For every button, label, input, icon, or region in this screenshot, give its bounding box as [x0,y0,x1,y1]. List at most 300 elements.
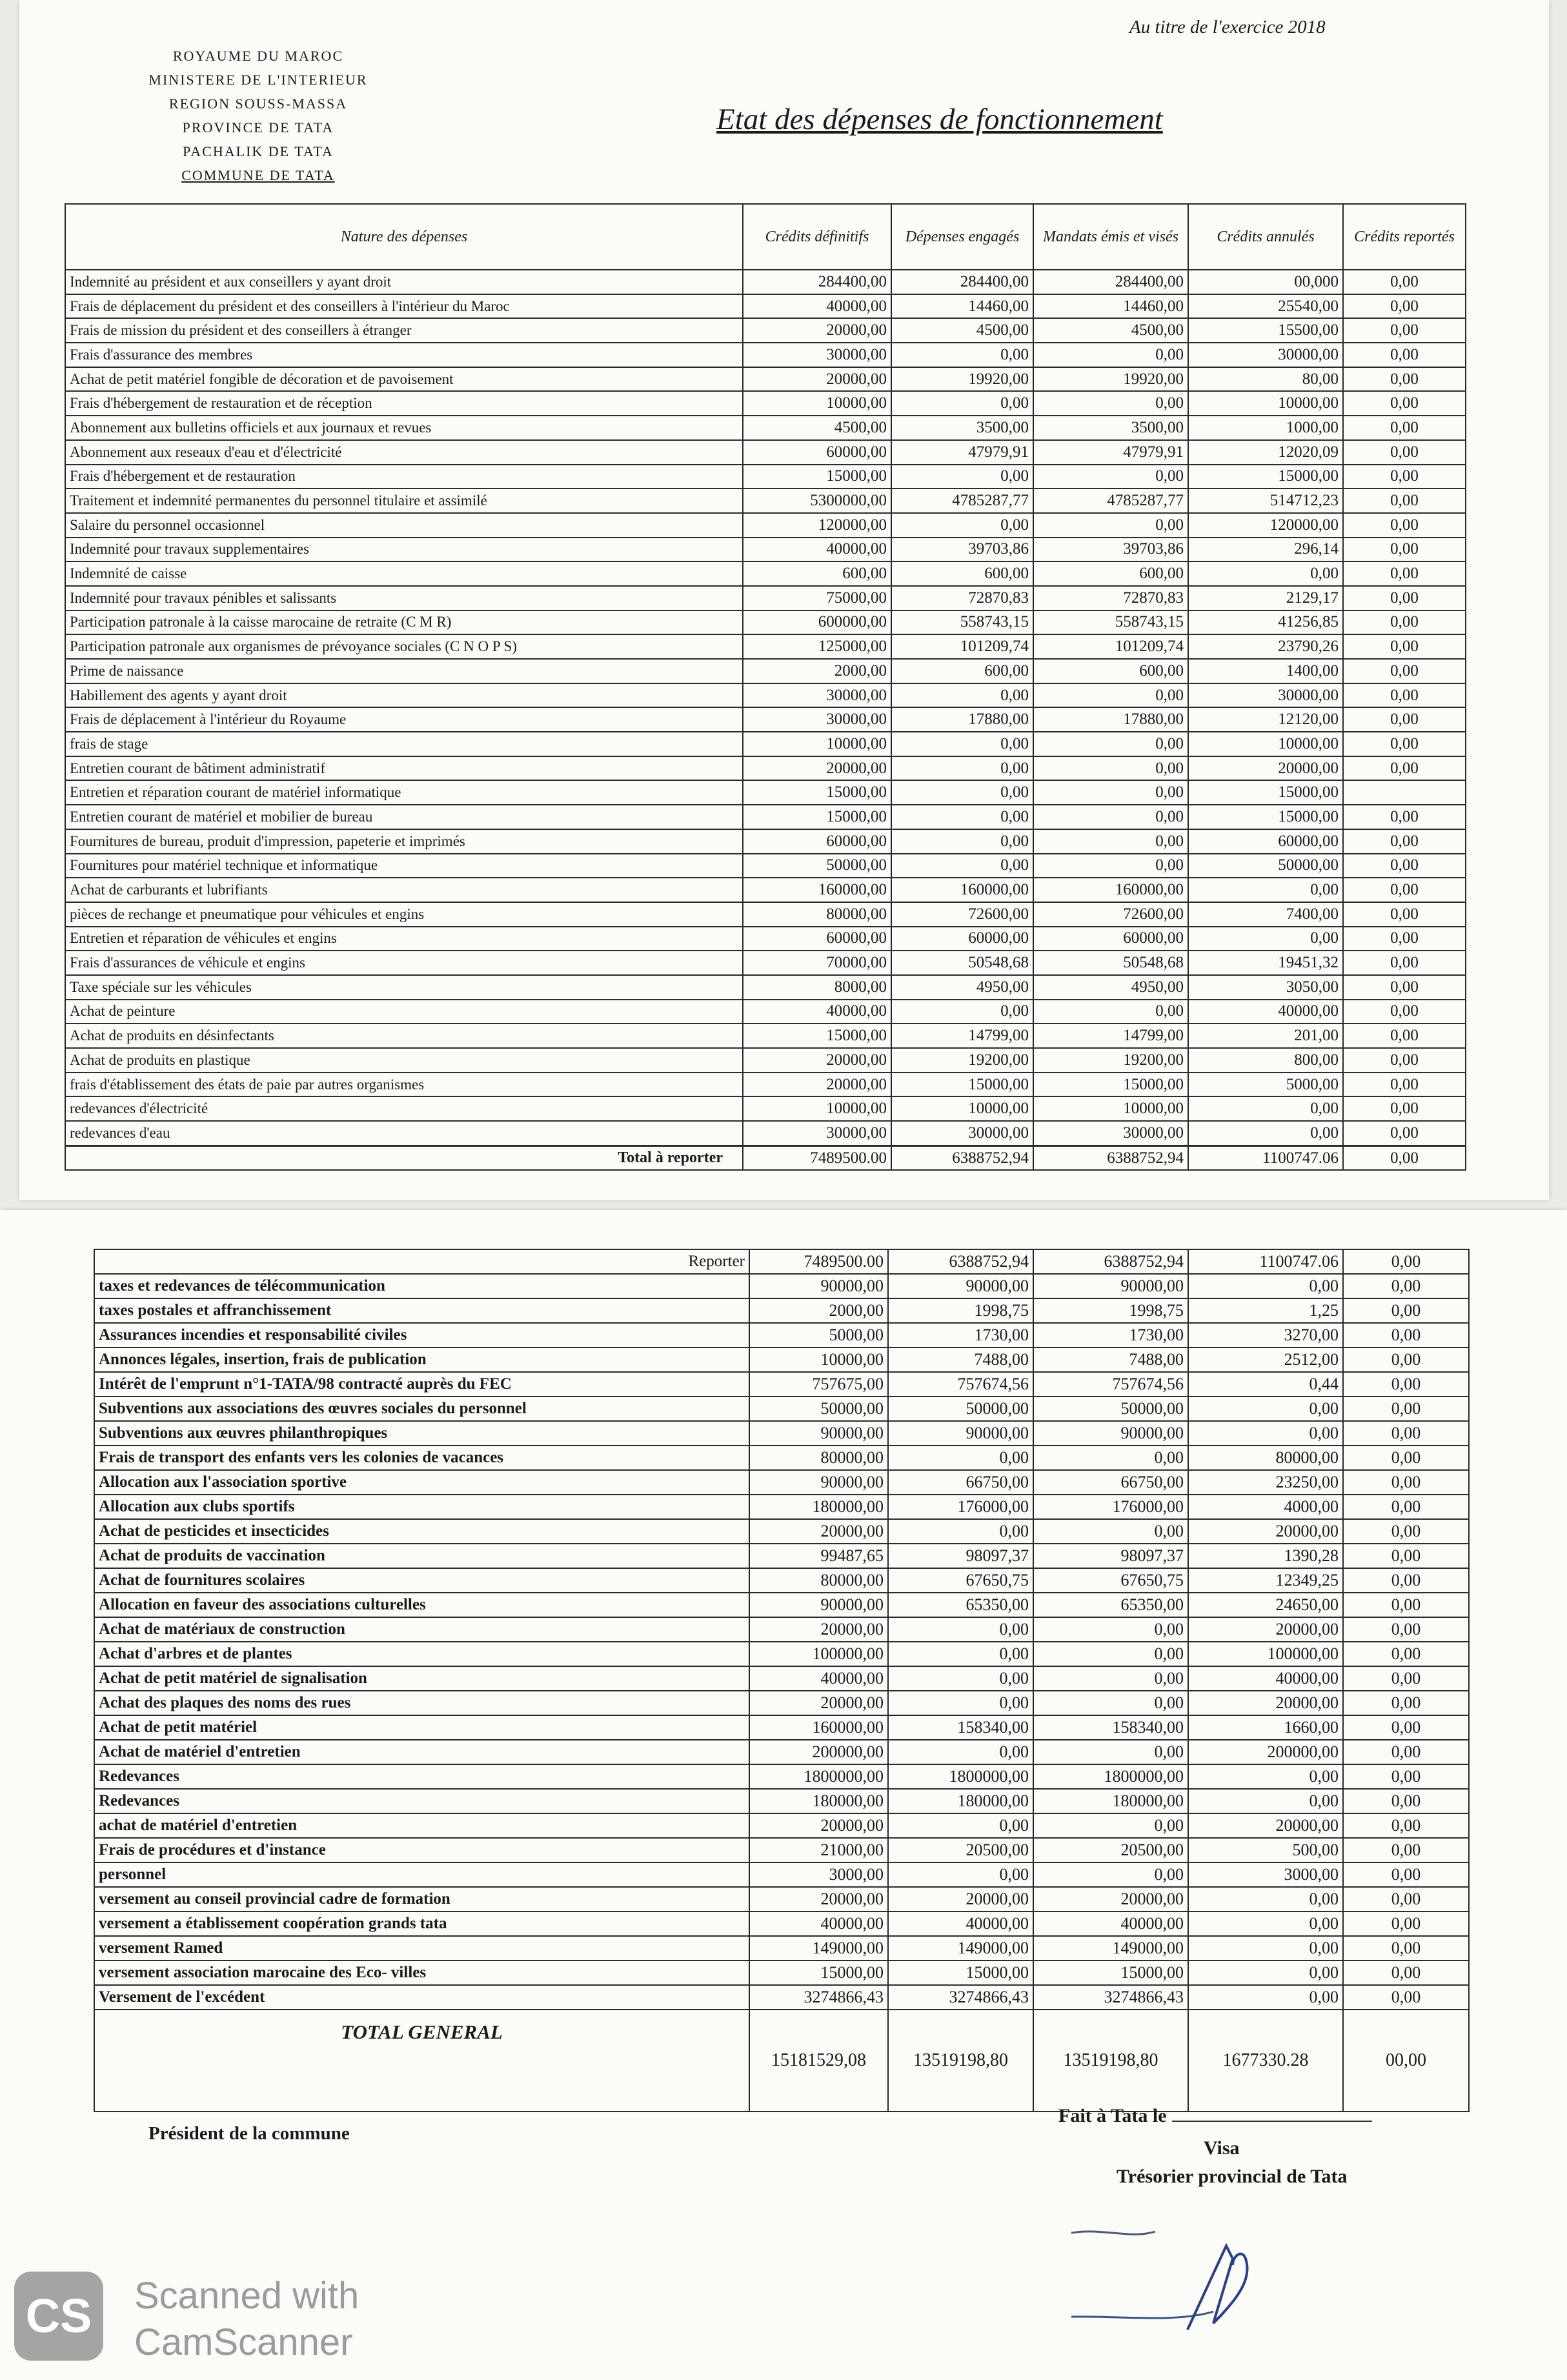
amount-cell: 2129,17 [1188,586,1343,610]
amount-cell: 50548,68 [1033,951,1188,975]
amount-cell: 72600,00 [891,902,1033,927]
amount-cell: 0,00 [1343,610,1466,635]
amount-cell: 20000,00 [743,1048,891,1073]
amount-cell: 30000,00 [1188,343,1343,367]
amount-cell: 0,00 [1343,707,1466,732]
amount-cell: 0,00 [891,513,1033,538]
table-row [65,878,1466,902]
amount-cell: 0,00 [1343,1298,1469,1323]
amount-cell: 4785287,77 [891,489,1033,513]
expense-nature-cell: redevances d'électricité [65,1096,743,1121]
amount-cell: 500,00 [1188,1838,1343,1862]
amount-cell: 0,00 [1033,1666,1188,1691]
amount-cell: 0,00 [1343,1936,1469,1961]
amount-cell: 15000,00 [743,465,891,489]
amount-cell: 0,00 [1188,1887,1343,1911]
expense-nature-cell: Entretien et réparation de véhicules et engins [65,927,743,951]
amount-cell: 14460,00 [1033,294,1188,319]
administration-line: PROVINCE DE TATA [182,119,334,136]
amount-cell: 0,00 [1033,1617,1188,1642]
administration-line: PACHALIK DE TATA [183,143,334,159]
amount-cell: 20500,00 [888,1838,1033,1862]
table-row [94,1495,1469,1519]
amount-cell: 15000,00 [743,780,891,805]
amount-cell: 800,00 [1188,1048,1343,1073]
amount-cell: 20000,00 [888,1887,1033,1911]
amount-cell: 60000,00 [743,440,891,465]
amount-cell: 72870,83 [891,586,1033,610]
amount-cell: 0,00 [1343,538,1466,562]
table-row [65,561,1466,586]
amount-cell: 1800000,00 [1033,1764,1188,1789]
amount-cell: 67650,75 [1033,1568,1188,1593]
expense-nature-cell: Indemnité de caisse [65,561,743,586]
amount-cell: 0,00 [1343,634,1466,659]
expense-nature-cell: personnel [94,1862,749,1887]
amount-cell: 180000,00 [888,1789,1033,1813]
expense-nature-cell: Fournitures de bureau, produit d'impression, papeterie et imprimés [65,829,743,854]
amount-cell: 0,00 [1033,756,1188,781]
amount-cell: 0,00 [1033,391,1188,416]
amount-cell: 17880,00 [1033,707,1188,732]
amount-cell: 7400,00 [1188,902,1343,927]
amount-cell: 158340,00 [888,1715,1033,1740]
amount-cell: 0,00 [891,465,1033,489]
amount-cell: 80000,00 [743,902,891,927]
amount-cell: 0,00 [1343,561,1466,586]
expense-nature-cell: versement Ramed [94,1936,749,1961]
amount-cell: 0,00 [891,780,1033,805]
amount-cell: 4000,00 [1188,1495,1343,1519]
amount-cell: 0,00 [1343,1372,1469,1397]
amount-cell: 8000,00 [743,975,891,1000]
amount-cell: 3050,00 [1188,975,1343,1000]
amount-cell: 90000,00 [749,1421,888,1446]
amount-cell: 20000,00 [1188,1617,1343,1642]
amount-cell: 0,00 [1343,683,1466,708]
total-a-reporter-row-amount: 6388752,94 [1033,1145,1188,1170]
amount-cell: 15000,00 [1188,780,1343,805]
expense-nature-cell: Achat de carburants et lubrifiants [65,878,743,902]
amount-cell: 19200,00 [1033,1048,1188,1073]
table-row [65,975,1466,1000]
expense-nature-cell: Redevances [94,1789,749,1813]
amount-cell: 101209,74 [1033,634,1188,659]
amount-cell: 0,00 [1188,1936,1343,1961]
table-row [94,1936,1469,1961]
amount-cell: 0,00 [1343,659,1466,683]
amount-cell: 90000,00 [888,1421,1033,1446]
amount-cell: 65350,00 [1033,1593,1188,1617]
amount-cell: 149000,00 [1033,1936,1188,1961]
expense-nature-cell: Subventions aux œuvres philanthropiques [94,1421,749,1446]
amount-cell: 600,00 [1033,561,1188,586]
table-row [65,829,1466,854]
total-general-row-amount: 00,00 [1343,2010,1469,2112]
amount-cell: 19451,32 [1188,951,1343,975]
table-row [94,1397,1469,1421]
amount-cell: 20000,00 [743,318,891,343]
amount-cell: 0,00 [1188,1911,1343,1936]
reporter-row-label: Reporter [94,1249,749,1274]
amount-cell: 10000,00 [749,1347,888,1372]
expense-nature-cell: Achat de matériel d'entretien [94,1740,749,1764]
amount-cell: 40000,00 [1188,1000,1343,1024]
amount-cell: 1390,28 [1188,1544,1343,1568]
amount-cell: 0,00 [888,1642,1033,1666]
expense-nature-cell: Intérêt de l'emprunt n°1-TATA/98 contracté auprès du FEC [94,1372,749,1397]
amount-cell: 50000,00 [743,854,891,878]
amount-cell: 158340,00 [1033,1715,1188,1740]
amount-cell: 0,00 [891,732,1033,756]
amount-cell: 12020,09 [1188,440,1343,465]
tresorier-label: Trésorier provincial de Tata [1117,2166,1348,2187]
amount-cell: 0,00 [888,1617,1033,1642]
amount-cell: 23250,00 [1188,1470,1343,1495]
reporter-row-amount: 0,00 [1343,1249,1469,1274]
expense-nature-cell: Taxe spéciale sur les véhicules [65,975,743,1000]
amount-cell: 3000,00 [1188,1862,1343,1887]
amount-cell: 3274866,43 [888,1985,1033,2010]
amount-cell: 0,00 [1343,1347,1469,1372]
table-row [65,1000,1466,1024]
expense-nature-cell: Fournitures pour matériel technique et informatique [65,854,743,878]
amount-cell: 160000,00 [1033,878,1188,902]
amount-cell: 17880,00 [891,707,1033,732]
amount-cell: 60000,00 [1188,829,1343,854]
camscanner-watermark [134,2273,359,2366]
amount-cell: 30000,00 [743,707,891,732]
amount-cell: 20000,00 [749,1519,888,1544]
total-general-row-amount: 15181529,08 [749,2010,888,2112]
amount-cell: 0,00 [1343,1397,1469,1421]
amount-cell: 0,00 [1188,927,1343,951]
expense-nature-cell: taxes postales et affranchissement [94,1298,749,1323]
amount-cell: 0,00 [1343,465,1466,489]
amount-cell: 160000,00 [891,878,1033,902]
amount-cell: 0,00 [1343,294,1466,319]
amount-cell: 2000,00 [749,1298,888,1323]
amount-cell: 10000,00 [1188,732,1343,756]
expense-nature-cell: Achat de petit matériel fongible de décoration et de pavoisement [65,367,743,392]
expense-nature-cell: Achat de petit matériel de signalisation [94,1666,749,1691]
table-row [94,1642,1469,1666]
amount-cell: 0,00 [1343,1519,1469,1544]
amount-cell: 0,00 [1033,1519,1188,1544]
amount-cell: 40000,00 [1033,1911,1188,1936]
amount-cell: 284400,00 [743,270,891,294]
amount-cell: 0,00 [1343,1642,1469,1666]
amount-cell: 0,00 [1033,683,1188,708]
table-row [94,1666,1469,1691]
exercice-label: Au titre de l'exercice 2018 [1129,17,1326,37]
amount-cell: 50000,00 [749,1397,888,1421]
amount-cell: 0,00 [1343,1764,1469,1789]
administration-line: ROYAUME DU MAROC [172,48,344,64]
amount-cell: 1800000,00 [749,1764,888,1789]
table-row [65,586,1466,610]
amount-cell: 600,00 [743,561,891,586]
amount-cell: 0,00 [1343,1495,1469,1519]
amount-cell [1343,780,1466,805]
table-row [65,707,1466,732]
amount-cell: 20000,00 [743,1073,891,1097]
amount-cell: 0,00 [1033,780,1188,805]
amount-cell: 90000,00 [749,1470,888,1495]
expense-nature-cell: Allocation aux clubs sportifs [94,1495,749,1519]
table-row [94,1421,1469,1446]
amount-cell: 120000,00 [1188,513,1343,538]
table-row [65,854,1466,878]
amount-cell: 00,000 [1188,270,1343,294]
amount-cell: 15000,00 [743,805,891,829]
amount-cell: 1400,00 [1188,659,1343,683]
amount-cell: 90000,00 [749,1274,888,1298]
table-row [65,756,1466,781]
amount-cell: 0,00 [1343,1813,1469,1838]
amount-cell: 19920,00 [891,367,1033,392]
amount-cell: 67650,75 [888,1568,1033,1593]
expense-nature-cell: Achat de fournitures scolaires [94,1568,749,1593]
amount-cell: 0,00 [1188,561,1343,586]
expense-nature-cell: Achat de produits en désinfectants [65,1024,743,1048]
amount-cell: 100000,00 [1188,1642,1343,1666]
expense-nature-cell: Allocation aux l'association sportive [94,1470,749,1495]
table-row [65,465,1466,489]
table-row [65,270,1466,294]
amount-cell: 0,00 [1343,391,1466,416]
amount-cell: 15000,00 [888,1961,1033,1985]
amount-cell: 0,00 [1343,1544,1469,1568]
amount-cell: 0,00 [1343,1617,1469,1642]
total-general-row-amount: 13519198,80 [1033,2010,1188,2112]
amount-cell: 20000,00 [743,367,891,392]
total-general-row [94,2010,1469,2112]
table-row [65,343,1466,367]
amount-cell: 24650,00 [1188,1593,1343,1617]
expense-nature-cell: achat de matériel d'entretien [94,1813,749,1838]
amount-cell: 0,00 [888,1691,1033,1715]
amount-cell: 120000,00 [743,513,891,538]
expense-nature-cell: versement association marocaine des Eco- villes [94,1961,749,1985]
expense-nature-cell: Versement de l'excédent [94,1985,749,2010]
amount-cell: 1730,00 [888,1323,1033,1347]
expense-nature-cell: Frais d'assurances de véhicule et engins [65,951,743,975]
amount-cell: 0,00 [1033,1642,1188,1666]
amount-cell: 0,00 [1343,1887,1469,1911]
amount-cell: 296,14 [1188,538,1343,562]
amount-cell: 39703,86 [1033,538,1188,562]
expenses-table-page-1 [65,203,1466,1171]
amount-cell: 0,00 [1343,1000,1466,1024]
amount-cell: 0,00 [1343,270,1466,294]
amount-cell: 757674,56 [888,1372,1033,1397]
amount-cell: 15000,00 [891,1073,1033,1097]
amount-cell: 0,00 [1343,902,1466,927]
amount-cell: 284400,00 [891,270,1033,294]
amount-cell: 1998,75 [888,1298,1033,1323]
amount-cell: 4950,00 [891,975,1033,1000]
total-a-reporter-row-amount: 0,00 [1343,1145,1466,1170]
amount-cell: 0,00 [1343,440,1466,465]
table-row [65,1096,1466,1121]
amount-cell: 12349,25 [1188,1568,1343,1593]
table-row [65,294,1466,319]
expense-nature-cell: Frais d'hébergement et de restauration [65,465,743,489]
amount-cell: 0,00 [1033,805,1188,829]
col-credits-definitifs: Crédits définitifs [743,204,891,270]
expense-nature-cell: Frais de déplacement à l'intérieur du Royaume [65,707,743,732]
expense-nature-cell: Redevances [94,1764,749,1789]
amount-cell: 0,00 [891,854,1033,878]
amount-cell: 0,00 [1343,1911,1469,1936]
amount-cell: 40000,00 [743,538,891,562]
table-row [94,1544,1469,1568]
amount-cell: 15000,00 [1033,1073,1188,1097]
amount-cell: 0,00 [1343,1838,1469,1862]
amount-cell: 20000,00 [1188,1691,1343,1715]
expense-nature-cell: Achat de pesticides et insecticides [94,1519,749,1544]
amount-cell: 2512,00 [1188,1347,1343,1372]
amount-cell: 0,00 [1343,1470,1469,1495]
amount-cell: 80000,00 [1188,1446,1343,1470]
amount-cell: 20000,00 [749,1813,888,1838]
amount-cell: 66750,00 [888,1470,1033,1495]
amount-cell: 176000,00 [1033,1495,1188,1519]
amount-cell: 0,00 [1343,1121,1466,1145]
amount-cell: 47979,91 [1033,440,1188,465]
amount-cell: 3274866,43 [1033,1985,1188,2010]
administration-header [116,44,400,187]
table-row [65,951,1466,975]
table-row [94,1446,1469,1470]
expense-nature-cell: Achat de produits de vaccination [94,1544,749,1568]
amount-cell: 72870,83 [1033,586,1188,610]
amount-cell: 0,00 [1343,927,1466,951]
amount-cell: 0,00 [1033,854,1188,878]
amount-cell: 0,00 [1033,1446,1188,1470]
date-blank-line [1172,2105,1372,2122]
amount-cell: 0,00 [1343,1421,1469,1446]
amount-cell: 0,00 [888,1813,1033,1838]
amount-cell: 30000,00 [891,1121,1033,1145]
total-a-reporter-row-amount: 7489500.00 [743,1145,891,1170]
col-credits-annules: Crédits annulés [1188,204,1343,270]
table-row [94,1715,1469,1740]
amount-cell: 0,00 [1343,1691,1469,1715]
col-credits-reportes: Crédits reportés [1343,204,1466,270]
total-a-reporter-row-amount: 6388752,94 [891,1145,1033,1170]
handwritten-signature [1020,2220,1297,2336]
expense-nature-cell: Allocation en faveur des associations culturelles [94,1593,749,1617]
amount-cell: 0,00 [1033,1740,1188,1764]
expense-nature-cell: versement au conseil provincial cadre de formation [94,1887,749,1911]
total-general-row-label: TOTAL GENERAL [94,2010,749,2112]
table-row [65,513,1466,538]
fait-a-tata-line [1058,2105,1372,2127]
amount-cell: 90000,00 [1033,1421,1188,1446]
expense-nature-cell: Frais de mission du président et des conseillers à étranger [65,318,743,343]
amount-cell: 20000,00 [749,1617,888,1642]
amount-cell: 4785287,77 [1033,489,1188,513]
expense-nature-cell: Frais de procédures et d'instance [94,1838,749,1862]
amount-cell: 284400,00 [1033,270,1188,294]
amount-cell: 0,00 [891,829,1033,854]
amount-cell: 0,00 [891,1000,1033,1024]
amount-cell: 40000,00 [749,1911,888,1936]
amount-cell: 201,00 [1188,1024,1343,1048]
amount-cell: 0,00 [1188,1789,1343,1813]
amount-cell: 66750,00 [1033,1470,1188,1495]
amount-cell: 3000,00 [749,1862,888,1887]
table-row [94,1740,1469,1764]
expense-nature-cell: pièces de rechange et pneumatique pour véhicules et engins [65,902,743,927]
amount-cell: 0,00 [1343,1740,1469,1764]
president-signature-label: Président de la commune [148,2123,350,2144]
amount-cell: 0,00 [891,683,1033,708]
amount-cell: 3500,00 [1033,416,1188,440]
expense-nature-cell: Annonces légales, insertion, frais de publication [94,1347,749,1372]
table-row [65,732,1466,756]
amount-cell: 0,00 [1188,878,1343,902]
amount-cell: 0,00 [1343,1985,1469,2010]
amount-cell: 5000,00 [1188,1073,1343,1097]
col-mandats-emis: Mandats émis et visés [1033,204,1188,270]
administration-line: MINISTERE DE L'INTERIEUR [148,72,368,88]
amount-cell: 0,00 [1188,1985,1343,2010]
amount-cell: 0,00 [1188,1421,1343,1446]
expense-nature-cell: versement a établissement coopération grands tata [94,1911,749,1936]
amount-cell: 60000,00 [743,829,891,854]
total-general-row-amount: 1677330.28 [1188,2010,1343,2112]
amount-cell: 0,00 [1343,975,1466,1000]
amount-cell: 2000,00 [743,659,891,683]
expense-nature-cell: Frais de transport des enfants vers les colonies de vacances [94,1446,749,1470]
amount-cell: 40000,00 [743,1000,891,1024]
amount-cell: 15000,00 [743,1024,891,1048]
amount-cell: 4500,00 [891,318,1033,343]
total-general-row-amount: 13519198,80 [888,2010,1033,2112]
amount-cell: 19200,00 [891,1048,1033,1073]
amount-cell: 0,00 [1033,829,1188,854]
table-header-row [65,204,1466,270]
table-row [94,1985,1469,2010]
reporter-row-amount: 6388752,94 [888,1249,1033,1274]
amount-cell: 4500,00 [1033,318,1188,343]
table-row [94,1372,1469,1397]
table-row [94,1813,1469,1838]
watermark-line-2: CamScanner [134,2321,353,2363]
amount-cell: 0,00 [891,756,1033,781]
amount-cell: 15000,00 [1188,805,1343,829]
amount-cell: 514712,23 [1188,489,1343,513]
table-row [94,1274,1469,1298]
amount-cell: 600,00 [891,561,1033,586]
expense-nature-cell: Subventions aux associations des œuvres sociales du personnel [94,1397,749,1421]
table-row [94,1519,1469,1544]
amount-cell: 0,00 [1343,1715,1469,1740]
amount-cell: 50000,00 [1033,1397,1188,1421]
amount-cell: 0,00 [1343,1048,1466,1073]
expense-nature-cell: frais d'établissement des états de paie par autres organismes [65,1073,743,1097]
amount-cell: 20000,00 [749,1691,888,1715]
amount-cell: 10000,00 [743,732,891,756]
table-row [65,367,1466,392]
visa-label: Visa [1204,2137,1240,2159]
amount-cell: 4950,00 [1033,975,1188,1000]
amount-cell: 3270,00 [1188,1323,1343,1347]
expense-nature-cell: frais de stage [65,732,743,756]
